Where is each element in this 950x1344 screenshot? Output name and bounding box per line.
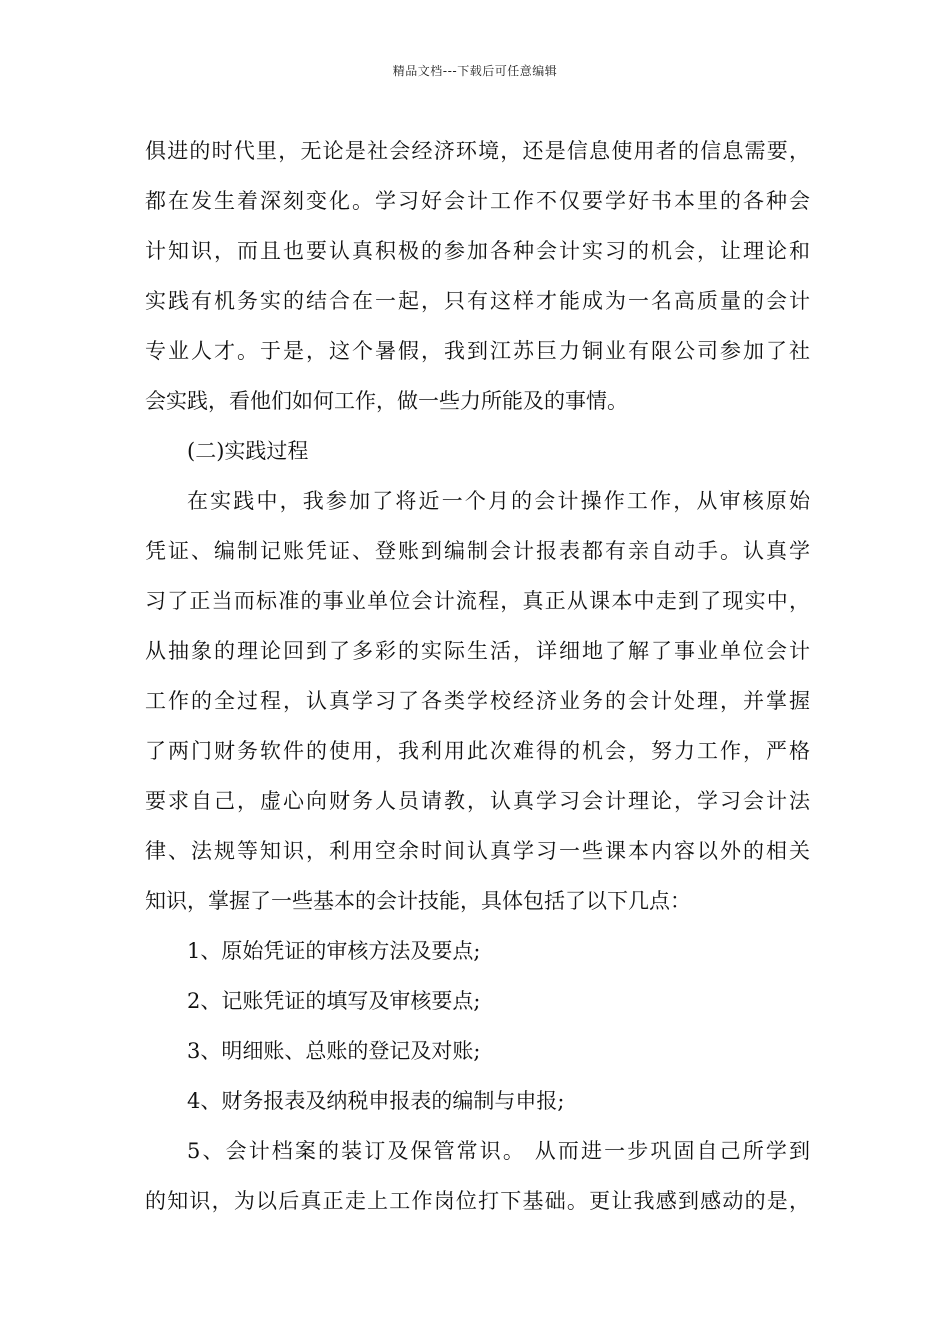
text-line: 要求自己，虚心向财务人员请教，认真学习会计理论，学习会计法 [145, 789, 810, 813]
text-line: 从抽象的理论回到了多彩的实际生活，详细地了解了事业单位会计 [145, 639, 810, 663]
list-item-text: 2、记账凭证的填写及审核要点; [187, 989, 481, 1013]
list-item-text: 1、原始凭证的审核方法及要点; [187, 939, 481, 963]
text-line: 都在发生着深刻变化。学习好会计工作不仅要学好书本里的各种会 [145, 189, 810, 213]
text-line: 会实践，看他们如何工作，做一些力所能及的事情。 [145, 389, 628, 413]
list-item [145, 1076, 810, 1126]
text-line: 计知识，而且也要认真积极的参加各种会计实习的机会，让理论和 [145, 239, 810, 263]
text-line: 实践有机务实的结合在一起，只有这样才能成为一名高质量的会计 [145, 289, 810, 313]
list-item-text: 3、明细账、总账的登记及对账; [187, 1039, 481, 1063]
text-line: 律、法规等知识，利用空余时间认真学习一些课本内容以外的相关 [145, 839, 810, 863]
text-line: 了两门财务软件的使用，我利用此次难得的机会，努力工作，严格 [145, 739, 810, 763]
paragraph-practice [145, 476, 810, 926]
text-line: 俱进的时代里，无论是社会经济环境，还是信息使用者的信息需要， [145, 139, 810, 163]
text-line: 的知识，为以后真正走上工作岗位打下基础。更让我感到感动的是， [145, 1189, 810, 1213]
paragraph-intro [145, 126, 810, 426]
text-line: 知识，掌握了一些基本的会计技能，具体包括了以下几点： [145, 889, 691, 913]
section-heading [145, 426, 810, 476]
list-item [145, 926, 810, 976]
list-item [145, 976, 810, 1026]
list-item-text: 4、财务报表及纳税申报表的编制与申报; [187, 1089, 565, 1113]
section-heading-text: (二)实践过程 [187, 439, 309, 463]
text-line: 在实践中，我参加了将近一个月的会计操作工作，从审核原始 [187, 489, 810, 513]
text-line: 专业人才。于是，这个暑假，我到江苏巨力铜业有限公司参加了社 [145, 339, 810, 363]
text-line: 凭证、编制记账凭证、登账到编制会计报表都有亲自动手。认真学 [145, 539, 810, 563]
list-item [145, 1126, 810, 1226]
text-line: 习了正当而标准的事业单位会计流程，真正从课本中走到了现实中， [145, 589, 810, 613]
list-item [145, 1026, 810, 1076]
page-header: 精品文档---下载后可任意编辑 [392, 64, 558, 78]
list-item-text: 5、会计档案的装订及保管常识。 从而进一步巩固自己所学到 [187, 1139, 810, 1163]
text-line: 工作的全过程，认真学习了各类学校经济业务的会计处理，并掌握 [145, 689, 810, 713]
body-text [145, 126, 810, 1226]
